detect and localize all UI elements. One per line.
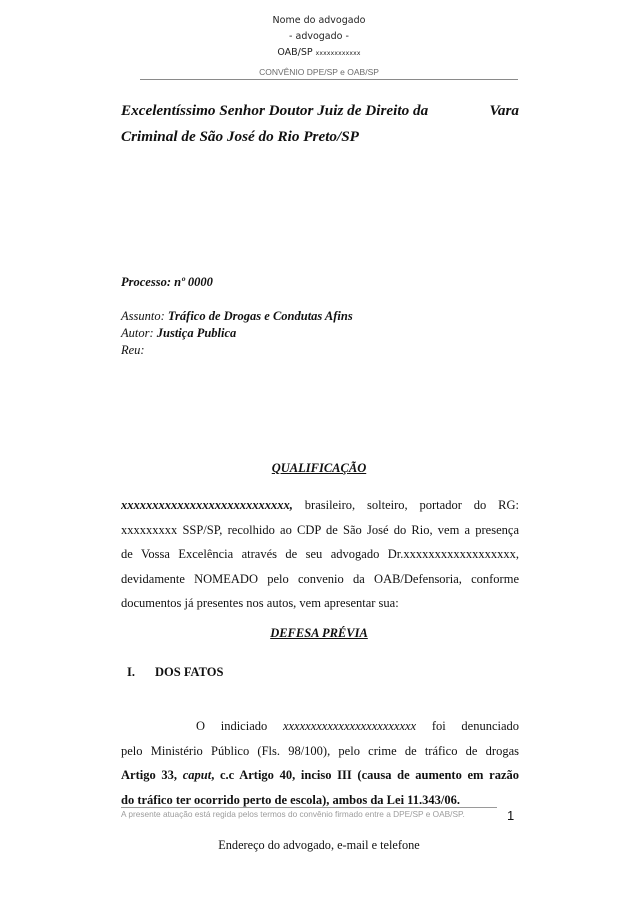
fatos-paragraph [121, 714, 519, 812]
autor-label: Autor: [121, 326, 154, 340]
fatos-heading-label: DOS FATOS [155, 665, 224, 679]
court-address-line-1 [121, 98, 519, 124]
fatos-line-3: Artigo 33, caput, c.c Artigo 40, inciso III (causa de aumento em razão [121, 768, 519, 782]
fatos-heading [127, 665, 223, 680]
assunto-label: Assunto: [121, 309, 165, 323]
autor-value: Justiça Publica [156, 326, 237, 340]
process-number: Processo: nº 0000 [121, 275, 213, 289]
fatos-line-2: pelo Ministério Público (Fls. 98/100), pelo crime de tráfico de drogas [121, 743, 519, 758]
qualificacao-line-5: documentos já presentes nos autos, vem apresentar sua: [121, 596, 399, 610]
page-number: 1 [507, 808, 515, 823]
qualificacao-paragraph [121, 493, 519, 616]
fatos-line-1: O indiciado xxxxxxxxxxxxxxxxxxxxxxxx foi denunciado [196, 719, 519, 733]
assunto-value: Tráfico de Drogas e Condutas Afins [167, 309, 353, 323]
header-oab-label: OAB/SP [277, 47, 313, 58]
court-address-main: Excelentíssimo Senhor Doutor Juiz de Direito da [121, 102, 429, 119]
header-oab-number: xxxxxxxxxxxx [315, 50, 361, 57]
indiciado-name: xxxxxxxxxxxxxxxxxxxxxxxx [282, 719, 417, 733]
footer-contact: Endereço do advogado, e-mail e telefone [218, 838, 420, 852]
qualificacao-line-3: de Vossa Excelência através de seu advogado Dr.xxxxxxxxxxxxxxxxxx, [121, 547, 519, 561]
fatos-line-4: do tráfico ter ocorrido perto de escola), ambos da Lei 11.343/06. [121, 792, 460, 807]
header-convenio: CONVÊNIO DPE/SP e OAB/SP [259, 67, 379, 77]
qualificacao-title: QUALIFICAÇÃO [271, 461, 367, 475]
defendant-name: xxxxxxxxxxxxxxxxxxxxxxxxxxx, [121, 498, 293, 512]
footer-convenio-note: A presente atuação está regida pelos termos do convênio firmado entre a DPE/SP e OAB/SP. [121, 809, 465, 819]
footer-divider [121, 807, 497, 808]
assunto-row [121, 309, 353, 324]
qualificacao-line-4: devidamente NOMEADO pelo convenio da OAB/Defensoria, conforme [121, 571, 519, 586]
header-role: - advogado - [289, 31, 349, 42]
defesa-previa-title: DEFESA PRÉVIA [270, 626, 368, 640]
reu-label: Reu: [121, 343, 145, 357]
reu-row [121, 343, 145, 358]
header-oab [0, 47, 638, 58]
header-divider [140, 79, 518, 80]
qualificacao-line-2: xxxxxxxxx SSP/SP, recolhido ao CDP de São José do Rio, vem a presença [121, 522, 519, 537]
fatos-heading-number: I. [127, 665, 135, 679]
autor-row [121, 326, 236, 341]
court-address [121, 98, 519, 150]
court-address-end: Vara [489, 102, 519, 119]
court-address-line-2: Criminal de São José do Rio Preto/SP [121, 128, 359, 145]
qualificacao-line-1: xxxxxxxxxxxxxxxxxxxxxxxxxxx, brasileiro, solteiro, portador do RG: [121, 498, 519, 512]
header-lawyer-name: Nome do advogado [272, 15, 366, 26]
